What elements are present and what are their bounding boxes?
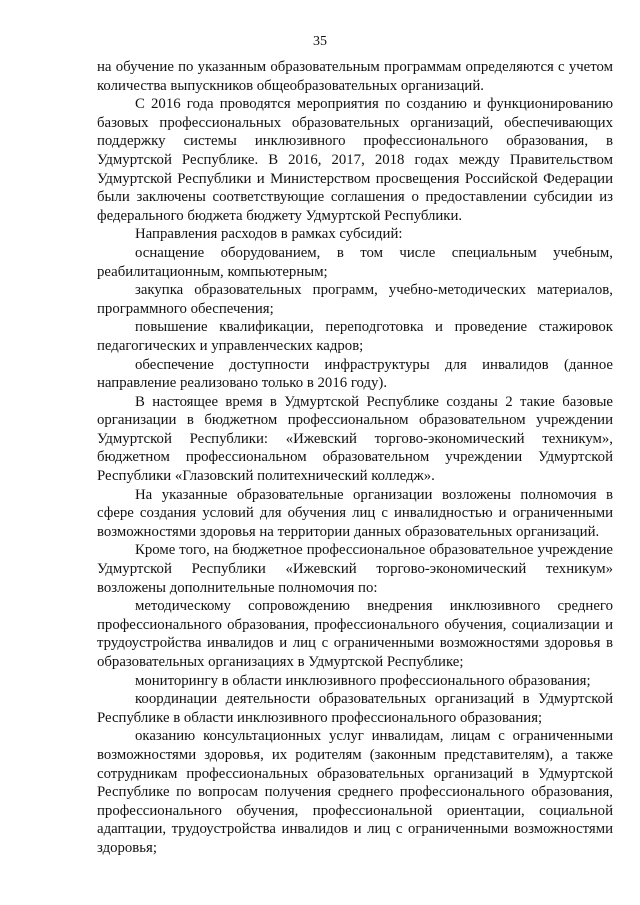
document-body (97, 58, 613, 858)
paragraph: В настоящее время в Удмуртской Республике созданы 2 такие базовые организации в бюджетном профессиональном образовательном учреждении Удмуртской Республики: «Ижевский торгово-экономический техникум», бюджетном профессиональном образовательном учреждении Удмуртской Республики «Глазовский политехнический колледж». (97, 393, 613, 485)
list-item: оказанию консультационных услуг инвалидам, лицам с ограниченными возможностями здоровья, их родителям (законным представителям), а также сотрудникам профессиональных образовательных организаций в Удмуртской Республике по вопросам получения среднего профессионального образования, профессионального обучения, профессиональной ориентации, социальной адаптации, трудоустройства инвалидов и лиц с ограниченными возможностями здоровья; (97, 728, 613, 856)
page-number: 35 (313, 34, 327, 49)
paragraph: на обучение по указанным образовательным программам определяются с учетом количества выпускников общеобразовательных организаций. (97, 59, 613, 94)
list-item: закупка образовательных программ, учебно-методических материалов, программного обеспечения; (97, 282, 613, 317)
list-item: координации деятельности образовательных организаций в Удмуртской Республике в области инклюзивного профессионального образования; (97, 691, 613, 726)
list-intro: Кроме того, на бюджетное профессиональное образовательное учреждение Удмуртской Республики «Ижевский торгово-экономический техникум» возложены дополнительные полномочия по: (97, 542, 613, 596)
paragraph: С 2016 года проводятся мероприятия по созданию и функционированию базовых профессиональных образовательных организаций, обеспечивающих поддержку системы инклюзивного профессионального образования, в Удмуртской Республике. В 2016, 2017, 2018 годах между Правительством Удмуртской Республики и Министерством просвещения Российской Федерации были заключены соответствующие соглашения о предоставлении субсидии из федерального бюджета бюджету Удмуртской Республики. (97, 96, 613, 224)
paragraph: На указанные образовательные организации возложены полномочия в сфере создания условий для обучения лиц с инвалидностью и ограниченными возможностями здоровья на территории данных образовательных организаций. (97, 486, 613, 540)
list-item: повышение квалификации, переподготовка и проведение стажировок педагогических и управленческих кадров; (97, 319, 613, 354)
list-intro: Направления расходов в рамках субсидий: (135, 226, 403, 243)
list-item: методическому сопровождению внедрения инклюзивного среднего профессионального образования, профессионального обучения, социализации и трудоустройства инвалидов и лиц с ограниченными возможностями здоровья в образовательных организациях в Удмуртской Республике; (97, 598, 613, 670)
list-item: обеспечение доступности инфраструктуры для инвалидов (данное направление реализовано только в 2016 году). (97, 356, 613, 392)
list-item: мониторингу в области инклюзивного профессионального образования; (135, 672, 591, 689)
list-item: оснащение оборудованием, в том числе специальным учебным, реабилитационным, компьютерным; (97, 244, 613, 280)
